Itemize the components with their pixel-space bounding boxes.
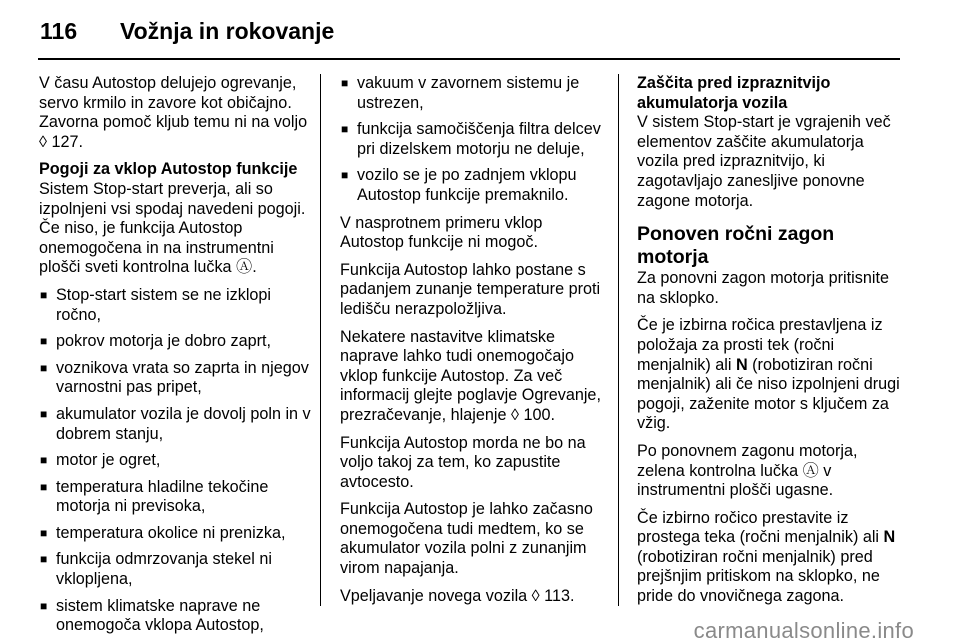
- list-item: ■ vozilo se je po zadnjem vklopu Autostop funkcije premaknilo.: [340, 166, 605, 205]
- restart-heading: Ponoven ročni zagon motorja: [637, 223, 835, 269]
- column-2: [340, 74, 605, 614]
- list-item: ■ Stop-start sistem se ne izklopi ročno,: [39, 286, 311, 325]
- restart-paragraph-4: [637, 509, 907, 607]
- restart-intro: Za ponovni zagon motorja pritisnite na sklopko.: [637, 269, 889, 307]
- restart-p4-text-a: Če izbirno ročico prestavite iz prostega teka (ročni menjalnik) ali: [637, 508, 884, 547]
- column-3: [637, 74, 907, 615]
- list-item: ■ motor je ogret,: [39, 451, 311, 471]
- conditions-list: [39, 286, 311, 636]
- column-1: [39, 74, 311, 644]
- column-divider-2: [618, 74, 619, 606]
- restart-paragraph-3: Po ponovnem zagonu motorja, zelena kontrolna lučka Ⓐ v instrumentni plošči ugasne.: [637, 441, 858, 500]
- page-header: [40, 18, 334, 45]
- body-paragraph: Nekatere nastavitve klimatske naprave lahko tudi onemogočajo vklop funkcije Autostop. Za več informacij glejte poglavje Ogrevanje, prezračevanje, hlajenje ◊ 100.: [340, 327, 601, 424]
- watermark: carmanualsonline.info: [693, 618, 914, 643]
- restart-p2-text-b: (robotiziran ročni menjalnik) ali če niso izpolnjeni drugi pogoji, zaženite motor s ključem za vžig.: [637, 355, 900, 433]
- page-number: 116: [40, 18, 78, 44]
- restart-p4-text-b: (robotiziran ročni menjalnik) pred prejšnjim pritiskom na sklopko, ne pride do vnovičnega zagona.: [637, 547, 880, 606]
- neutral-n-label: N: [735, 355, 748, 374]
- body-paragraph: Funkcija Autostop morda ne bo na voljo takoj za tem, ko zapustite avtocesto.: [340, 433, 586, 491]
- body-paragraph: Funkcija Autostop je lahko začasno onemogočena tudi medtem, ko se akumulator vozila polni z zunanjim virom napajanja.: [340, 500, 593, 578]
- list-item: ■ temperatura okolice ni prenizka,: [39, 524, 311, 544]
- conditions-text: Sistem Stop-start preverja, ali so izpolnjeni vsi spodaj navedeni pogoji. Če niso, je funkcija Autostop onemogočena in na instrumentni plošči sveti kontrolna lučka Ⓐ.: [39, 179, 306, 277]
- protection-heading: Zaščita pred izpraznitvijo akumulatorja vozila: [637, 74, 831, 112]
- restart-paragraph-2: [637, 316, 907, 434]
- page-title: Vožnja in rokovanje: [120, 18, 335, 44]
- conditions-heading: Pogoji za vklop Autostop funkcije: [39, 160, 298, 179]
- header-rule: [38, 58, 900, 60]
- neutral-n-label: N: [883, 528, 896, 547]
- list-item: ■ sistem klimatske naprave ne onemogoča vklopa Autostop,: [39, 597, 311, 636]
- conditions-list-continued: [340, 74, 605, 206]
- body-paragraph: Vpeljavanje novega vozila ◊ 113.: [340, 586, 575, 605]
- list-item: ■ vakuum v zavornem sistemu je ustrezen,: [340, 74, 605, 113]
- list-item: ■ akumulator vozila je dovolj poln in v dobrem stanju,: [39, 405, 311, 444]
- list-item: ■ pokrov motorja je dobro zaprt,: [39, 332, 311, 352]
- intro-paragraph: V času Autostop delujejo ogrevanje, servo krmilo in zavore kot običajno. Zavorna pomoč kljub temu ni na voljo ◊ 127.: [39, 74, 308, 151]
- restart-p2-text-a: Če je izbirna ročica prestavljena iz položaja za prosti tek (ročni menjalnik) ali: [637, 316, 883, 374]
- body-paragraph: V nasprotnem primeru vklop Autostop funkcije ni mogoč.: [340, 213, 543, 252]
- list-item: ■ funkcija odmrzovanja stekel ni vklopljena,: [39, 550, 311, 589]
- list-item: ■ voznikova vrata so zaprta in njegov varnostni pas pripet,: [39, 359, 311, 398]
- protection-text: V sistem Stop-start je vgrajenih več elementov zaščite akumulatorja vozila pred izpraznitvijo, ki zagotavljajo zanesljive ponovne zagone motorja.: [637, 113, 891, 210]
- body-paragraph: Funkcija Autostop lahko postane s padanjem zunanje temperature proti ledišču nerazpoložljiva.: [340, 260, 601, 318]
- column-divider-1: [320, 74, 321, 606]
- list-item: ■ funkcija samočiščenja filtra delcev pri dizelskem motorju ne deluje,: [340, 120, 605, 159]
- list-item: ■ temperatura hladilne tekočine motorja ni previsoka,: [39, 478, 311, 517]
